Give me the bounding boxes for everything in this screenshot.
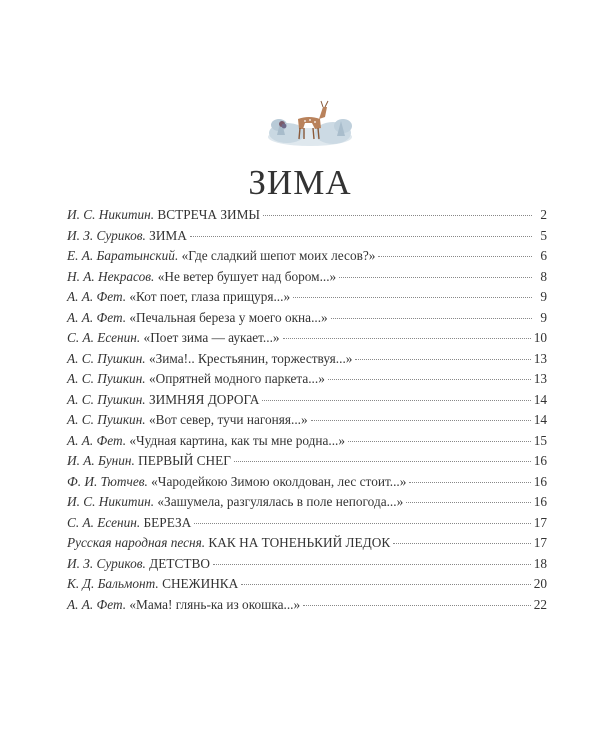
toc-entry[interactable]	[67, 431, 547, 452]
toc-title: КАК НА ТОНЕНЬКИЙ ЛЕДОК	[208, 535, 391, 550]
toc-page-number: 9	[540, 289, 547, 304]
toc-title: «Не ветер бушует над бором...»	[157, 268, 337, 284]
toc-entry[interactable]	[67, 328, 547, 349]
toc-title: «Поет зима — аукает...»	[143, 330, 280, 345]
dot-leader	[234, 461, 531, 462]
toc-entry[interactable]	[67, 349, 547, 370]
toc-author: Е. А. Баратынский.	[67, 248, 179, 263]
toc-entry[interactable]	[67, 205, 547, 226]
toc-title: ЗИМНЯЯ ДОРОГА	[148, 391, 260, 407]
toc-page-number: 14	[533, 412, 547, 427]
dot-leader	[406, 502, 530, 503]
toc-entry[interactable]	[67, 595, 547, 616]
toc-entry[interactable]	[67, 267, 547, 288]
toc-author: А. С. Пушкин.	[67, 391, 146, 407]
dot-leader	[393, 543, 530, 544]
toc-author: И. З. Суриков.	[67, 555, 146, 571]
toc-page-number: 5	[540, 227, 547, 243]
toc-entry[interactable]	[67, 451, 547, 472]
toc-entry[interactable]	[67, 492, 547, 513]
toc-entry[interactable]	[67, 226, 547, 247]
toc-page-number: 15	[533, 432, 547, 448]
toc-title: «Чародейкою Зимою околдован, лес стоит...»	[151, 473, 407, 489]
dot-leader	[293, 297, 532, 298]
toc-author: И. С. Никитин.	[67, 207, 155, 222]
toc-page-number: 18	[533, 555, 547, 571]
toc-author: К. Д. Бальмонт.	[67, 576, 159, 591]
toc-author: А. С. Пушкин.	[67, 350, 146, 366]
toc-page-number: 16	[533, 473, 547, 489]
dot-leader	[190, 236, 532, 237]
dot-leader	[355, 359, 530, 360]
toc-entry[interactable]	[67, 369, 547, 390]
toc-entry[interactable]	[67, 390, 547, 411]
dot-leader	[303, 605, 531, 606]
toc-author: А. А. Фет.	[67, 596, 127, 612]
toc-title: «Мама! глянь-ка из окошка...»	[129, 596, 301, 612]
toc-author: С. А. Есенин.	[67, 330, 141, 345]
toc-page-number: 17	[533, 514, 547, 530]
dot-leader	[263, 215, 532, 216]
toc-title: «Зашумела, разгулялась в поле непогода...»	[157, 494, 404, 509]
toc-entry[interactable]	[67, 410, 547, 431]
toc-author: А. С. Пушкин.	[67, 412, 146, 427]
toc-entry[interactable]	[67, 513, 547, 534]
toc-author: Н. А. Некрасов.	[67, 268, 155, 284]
toc-page-number: 22	[533, 596, 547, 612]
toc-page-number: 10	[533, 330, 547, 345]
toc-author: С. А. Есенин.	[67, 514, 141, 530]
toc-entry[interactable]	[67, 308, 547, 329]
toc-title: СНЕЖИНКА	[162, 576, 239, 591]
toc-title: ПЕРВЫЙ СНЕГ	[138, 453, 231, 468]
toc-entry[interactable]	[67, 533, 547, 554]
toc-author: И. С. Никитин.	[67, 494, 155, 509]
toc-author: Русская народная песня.	[67, 535, 206, 550]
toc-entry[interactable]	[67, 574, 547, 595]
toc-title: «Чудная картина, как ты мне родна...»	[129, 432, 346, 448]
toc-page-number: 6	[540, 248, 547, 263]
toc-title: ЗИМА	[149, 227, 187, 243]
toc-title: «Зима!.. Крестьянин, торжествуя...»	[148, 350, 353, 366]
dot-leader	[348, 441, 531, 442]
toc-page-number: 9	[540, 309, 547, 325]
toc-title: «Кот поет, глаза прищуря...»	[129, 289, 291, 304]
toc-title: БЕРЕЗА	[143, 514, 192, 530]
toc-page-number: 16	[533, 453, 547, 468]
toc-title: «Печальная береза у моего окна...»	[129, 309, 328, 325]
toc-author: А. С. Пушкин.	[67, 371, 146, 386]
section-title: ЗИМА	[248, 163, 352, 202]
dot-leader	[331, 318, 532, 319]
dot-leader	[262, 400, 530, 401]
toc-author: И. А. Бунин.	[67, 453, 135, 468]
dot-leader	[328, 379, 531, 380]
toc-entry[interactable]	[67, 472, 547, 493]
toc-page-number: 16	[533, 494, 547, 509]
dot-leader	[311, 420, 531, 421]
toc-title: «Где сладкий шепот моих лесов?»	[181, 248, 376, 263]
toc-title: ДЕТСТВО	[149, 555, 210, 571]
dot-leader	[213, 564, 531, 565]
toc-entry[interactable]	[67, 287, 547, 308]
dot-leader	[409, 482, 530, 483]
dot-leader	[241, 584, 530, 585]
toc-entry[interactable]	[67, 554, 547, 575]
toc-page-number: 13	[533, 371, 547, 386]
toc-author: А. А. Фет.	[67, 432, 127, 448]
toc-page-number: 13	[533, 350, 547, 366]
table-of-contents	[67, 205, 547, 615]
toc-page-number: 8	[540, 268, 547, 284]
toc-title: «Вот север, тучи нагоняя...»	[148, 412, 308, 427]
toc-title: «Опрятней модного паркета...»	[148, 371, 325, 386]
dot-leader	[194, 523, 530, 524]
toc-author: И. З. Суриков.	[67, 227, 146, 243]
toc-title: ВСТРЕЧА ЗИМЫ	[157, 207, 261, 222]
toc-author: А. А. Фет.	[67, 309, 127, 325]
toc-page-number: 20	[533, 576, 547, 591]
dot-leader	[283, 338, 531, 339]
toc-author: Ф. И. Тютчев.	[67, 473, 148, 489]
toc-page-number: 17	[533, 535, 547, 550]
toc-page-number: 14	[533, 391, 547, 407]
dot-leader	[339, 277, 532, 278]
toc-entry[interactable]	[67, 246, 547, 267]
toc-page-number: 2	[540, 207, 547, 222]
toc-author: А. А. Фет.	[67, 289, 127, 304]
deer-in-snowy-forest-icon	[265, 95, 355, 150]
dot-leader	[378, 256, 532, 257]
